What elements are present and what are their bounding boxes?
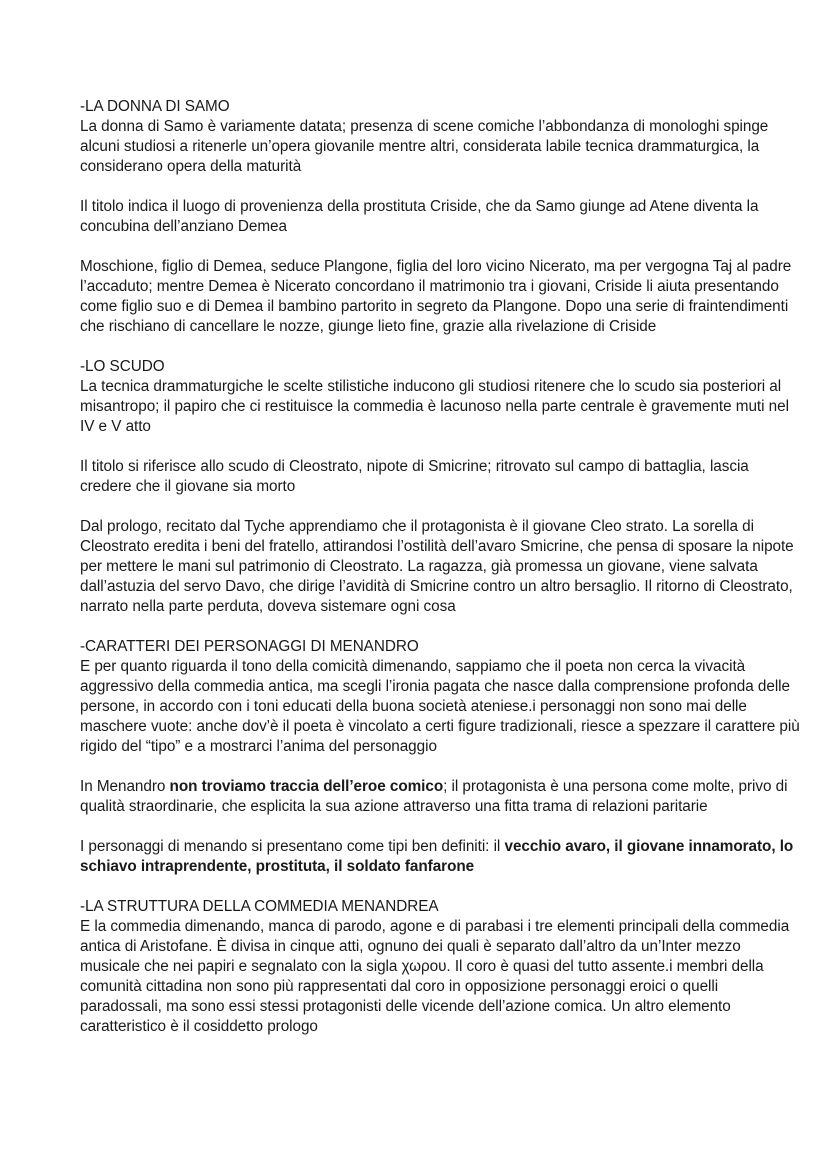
section-struttura-commedia: [80, 897, 800, 1037]
paragraph: Moschione, figlio di Demea, seduce Plangone, figlia del loro vicino Nicerato, ma per vergogna Taj al padre l’accaduto; mentre Demea è Nicerato concordano il matrimonio tra i giovani, Criside li aiuta presentando come figlio suo e di Demea il bambino partorito in segreto da Plangone. Dopo una serie di fraintendimenti che rischiano di cancellare le nozze, giunge lieto fine, grazie alla rivelazione di Criside: [80, 258, 792, 335]
document-page: [80, 97, 800, 1037]
paragraph-text: I personaggi di menando si presentano come tipi ben definiti: il: [80, 838, 505, 855]
paragraph: Il titolo indica il luogo di provenienza della prostituta Criside, che da Samo giunge ad Atene diventa la concubina dell’anziano Demea: [80, 198, 759, 235]
paragraph: E la commedia dimenando, manca di parodo, agone e di parabasi i tre elementi principali della commedia antica di Aristofane. È divisa in cinque atti, ognuno dei quali è separato dall’altro da un’Inter mezzo musicale che nei papiri e segnalato con la sigla χωρου. Il coro è quasi del tutto assente.i membri della comunità cittadina non sono più rappresentati dal coro in opposizione personaggi eroici o quelli paradossali, ma sono essi stessi protagonisti delle vicende dell’azione comica. Un altro elemento caratteristico è il cosiddetto prologo: [80, 918, 790, 1035]
section-heading: -LA STRUTTURA DELLA COMMEDIA MENANDREA: [80, 898, 439, 915]
paragraph: Dal prologo, recitato dal Tyche apprendiamo che il protagonista è il giovane Cleo strato. La sorella di Cleostrato eredita i beni del fratello, attirandosi l’ostilità dell’avaro Smicrine, che pensa di sposare la nipote per mettere le mani sul patrimonio di Cleostrato. La ragazza, già promessa un giovane, viene salvata dall’astuzia del servo Davo, che dirige l’avidità di Smicrine contro un altro bersaglio. Il ritorno di Cleostrato, narrato nella parte perduta, doveva sistemare ogni cosa: [80, 518, 794, 615]
paragraph: Il titolo si riferisce allo scudo di Cleostrato, nipote di Smicrine; ritrovato sul campo di battaglia, lascia credere che il giovane sia morto: [80, 458, 749, 495]
bold-text: non troviamo traccia dell’eroe comico: [169, 778, 444, 795]
paragraph-tipi: [80, 837, 800, 877]
paragraph-eroe-comico: [80, 777, 800, 817]
section-lo-scudo: [80, 357, 800, 617]
section-heading: -CARATTERI DEI PERSONAGGI DI MENANDRO: [80, 638, 419, 655]
section-caratteri-dei-personaggi: [80, 637, 800, 877]
section-heading: -LA DONNA DI SAMO: [80, 98, 230, 115]
paragraph-text: In Menandro: [80, 778, 170, 795]
section-heading: -LO SCUDO: [80, 358, 165, 375]
paragraph: La donna di Samo è variamente datata; presenza di scene comiche l’abbondanza di monologhi spinge alcuni studiosi a ritenerle un’opera giovanile mentre altri, considerata labile tecnica drammaturgica, la considerano opera della maturità: [80, 118, 769, 175]
paragraph: E per quanto riguarda il tono della comicità dimenando, sappiamo che il poeta non cerca la vivacità aggressivo della commedia antica, ma scegli l’ironia pagata che nasce dalla comprensione profonda delle persone, in accordo con i toni educati della buona società ateniese.i personaggi non sono mai delle maschere vuote: anche dov’è il poeta è vincolato a certi figure tradizionali, riesce a spezzare il carattere più rigido del “tipo” e a mostrarci l’anima del personaggio: [80, 658, 800, 755]
section-la-donna-di-samo: [80, 97, 800, 337]
bold-text: vecchio avaro, il giovane innamorato, lo schiavo intraprendente, prostituta, il soldato fanfarone: [80, 838, 794, 875]
paragraph: La tecnica drammaturgiche le scelte stilistiche inducono gli studiosi ritenere che lo scudo sia posteriori al misantropo; il papiro che ci restituisce la commedia è lacunoso nella parte centrale è gravemente muti nel IV e V atto: [80, 378, 789, 435]
paragraph-text: ; il protagonista è una persona come molte, privo di qualità straordinarie, che esplicita la sua azione attraverso una fitta trama di relazioni paritarie: [80, 778, 788, 815]
